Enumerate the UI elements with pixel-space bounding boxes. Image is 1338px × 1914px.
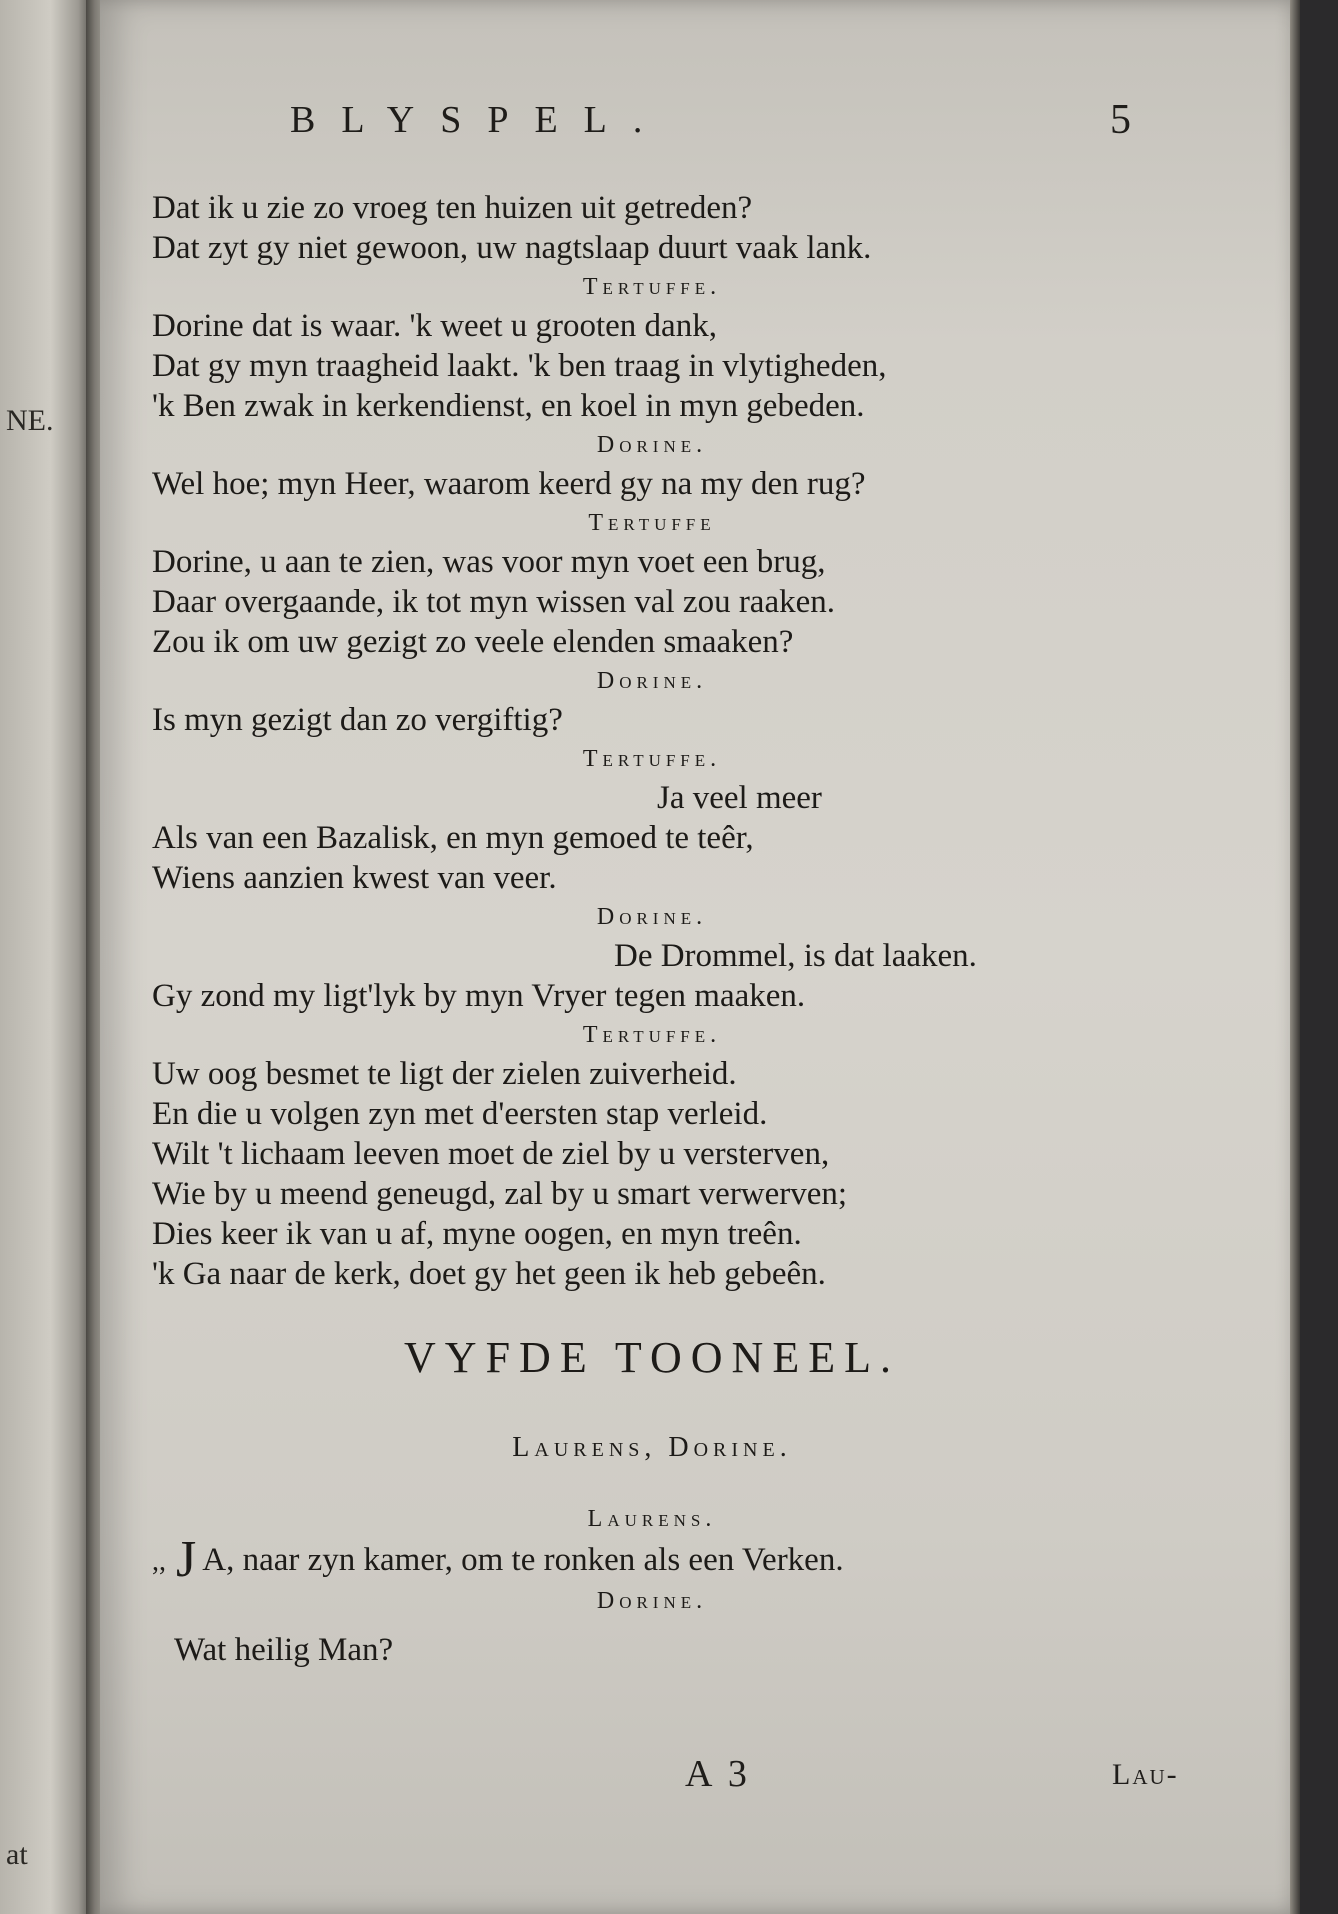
verse-line: Daar overgaande, ik tot myn wissen val zou raaken. (152, 584, 835, 620)
signature-mark: A 3 (685, 1753, 751, 1795)
verse-line: Dat gy myn traagheid laakt. 'k ben traag in vlytigheden, (152, 348, 887, 384)
verse-line: Dat zyt gy niet gewoon, uw nagtslaap duurt vaak lank. (152, 230, 872, 266)
verse-line: Zou ik om uw gezigt zo veele elenden smaaken? (152, 624, 794, 660)
play-text (152, 188, 1152, 1670)
verse-line: Dorine, u aan te zien, was voor myn voet een brug, (152, 544, 826, 580)
verse-line: Dorine dat is waar. 'k weet u grooten dank, (152, 308, 717, 344)
running-head: BLYSPEL. (290, 99, 669, 141)
verse-line: Is myn gezigt dan zo vergiftig? (152, 702, 563, 738)
verse-line: Dat ik u zie zo vroeg ten huizen uit getreden? (152, 190, 753, 226)
quote-mark: ,, (152, 1546, 166, 1577)
verse-line: Wiens aanzien kwest van veer. (152, 860, 557, 896)
left-page-edge (0, 0, 92, 1914)
catchword: Lau- (1112, 1758, 1179, 1791)
speaker-heading: Tertuffe. (582, 274, 722, 300)
left-page-fragment: NE. (6, 404, 54, 437)
verse-line-indented: De Drommel, is dat laaken. (614, 938, 977, 974)
verse-line: En die u volgen zyn met d'eersten stap verleid. (152, 1096, 768, 1132)
left-page-fragment: at (6, 1838, 28, 1871)
verse-line: Als van een Bazalisk, en myn gemoed te teêr, (152, 820, 754, 856)
speaker-heading: Tertuffe (588, 510, 716, 536)
verse-line: Wilt 't lichaam leeven moet de ziel by u versterven, (152, 1136, 830, 1172)
verse-line-indented: Ja veel meer (657, 780, 822, 816)
verse-line: Dies keer ik van u af, myne oogen, en myn treên. (152, 1216, 802, 1252)
verse-line: 'k Ga naar de kerk, doet gy het geen ik heb gebeên. (152, 1256, 826, 1292)
speaker-heading: Dorine. (596, 904, 708, 930)
verse-line: A, naar zyn kamer, om te ronken als een Verken. (202, 1542, 844, 1578)
page-edge-shadow (1290, 0, 1300, 1914)
speaker-heading: Tertuffe. (582, 1022, 722, 1048)
verse-line: Gy zond my ligt'lyk by myn Vryer tegen maaken. (152, 978, 806, 1014)
verse-line: Wie by u meend geneugd, zal by u smart verwerven; (152, 1176, 848, 1212)
speaker-heading: Dorine. (596, 432, 708, 458)
verse-line: Wat heilig Man? (174, 1632, 394, 1668)
speaker-heading: Tertuffe. (582, 746, 722, 772)
speaker-heading: Dorine. (596, 1588, 708, 1614)
scene-title: VYFDE TOONEEL. (404, 1333, 900, 1382)
speaker-heading: Laurens. (587, 1506, 717, 1532)
verse-line: 'k Ben zwak in kerkendienst, en koel in myn gebeden. (152, 388, 865, 424)
opening-verse-line (152, 1531, 1152, 1588)
drop-cap: J (176, 1531, 197, 1588)
scene-characters: Laurens, Dorine. (512, 1432, 792, 1463)
verse-line: Uw oog besmet te ligt der zielen zuiverheid. (152, 1056, 737, 1092)
page-number: 5 (1110, 97, 1131, 143)
speaker-heading: Dorine. (596, 668, 708, 694)
verse-line: Wel hoe; myn Heer, waarom keerd gy na my den rug? (152, 466, 866, 502)
